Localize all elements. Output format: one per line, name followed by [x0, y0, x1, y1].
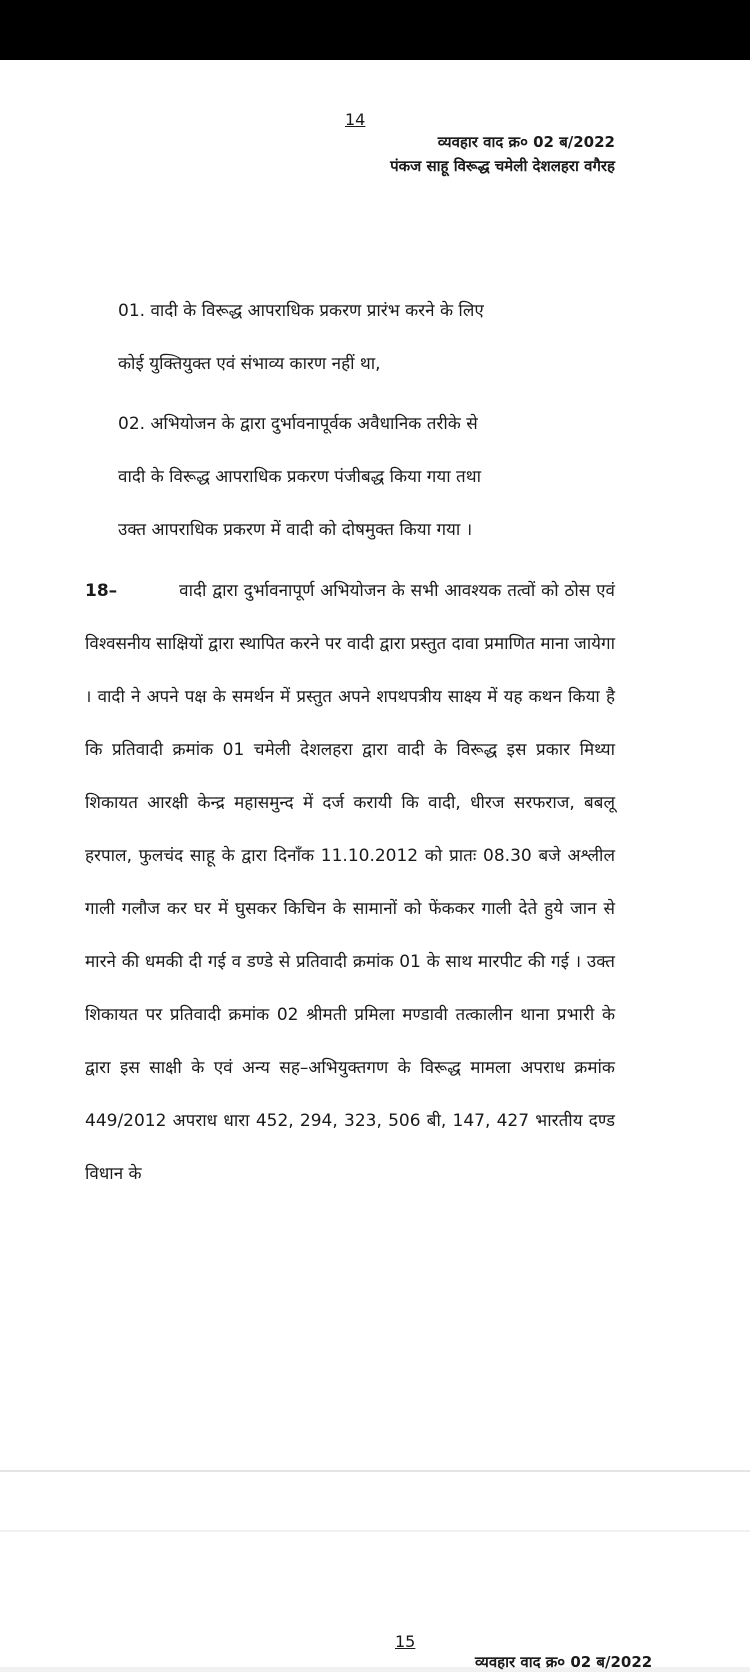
- list-item-02: [85, 398, 648, 557]
- paragraph-18-text: वादी द्वारा दुर्भावनापूर्ण अभियोजन के सभी आवश्यक तत्वों को ठोस एवं विश्वसनीय साक्षियों द्वारा स्थापित करने पर वादी द्वारा प्रस्तुत दावा प्रमाणित माना जायेगा । वादी ने अपने पक्ष के समर्थन में प्रस्तुत अपने शपथपत्रीय साक्ष्य में यह कथन किया है कि प्रतिवादी क्रमांक 01 चमेली देशलहरा द्वारा वादी के विरूद्ध इस प्रकार मिथ्या शिकायत आरक्षी केन्द्र महासमुन्द में दर्ज करायी कि वादी, धीरज सरफराज, बबलू हरपाल, फुलचंद साहू के द्वारा दिनाँक 11.10.2012 को प्रातः 08.30 बजे अश्लील गाली गलौज कर घर में घुसकर किचिन के सामानों को फेंककर गाली देते हुये जान से मारने की धमकी दी गई व डण्डे से प्रतिवादी क्रमांक 01 के साथ मारपीट की गई । उक्त शिकायत पर प्रतिवादी क्रमांक 02 श्रीमती प्रमिला मण्डावी तत्कालीन थाना प्रभारी के द्वारा इस साक्षी के एवं अन्य सह–अभियुक्तगण के विरूद्ध मामला अपराध क्रमांक 449/2012 अपराध धारा 452, 294, 323, 506 बी, 147, 427 भारतीय दण्ड विधान के: [85, 581, 615, 1184]
- next-document-page: [0, 1532, 750, 1667]
- page-divider: [0, 1470, 750, 1472]
- top-status-bar: [0, 0, 750, 60]
- item-01-line-1: 01. वादी के विरूद्ध आपराधिक प्रकरण प्रारंभ करने के लिए: [118, 301, 484, 321]
- item-02-line-2: वादी के विरूद्ध आपराधिक प्रकरण पंजीबद्ध किया गया तथा: [118, 467, 481, 487]
- item-02-line-1: 02. अभियोजन के द्वारा दुर्भावनापूर्वक अवैधानिक तरीके से: [118, 414, 478, 434]
- paragraph-18: [85, 565, 615, 1201]
- list-item-01: [85, 285, 648, 391]
- page-number: 14: [345, 110, 366, 129]
- case-parties: पंकज साहू विरूद्ध चमेली देशलहरा वगैरह: [390, 157, 615, 175]
- paragraph-number: 18–: [85, 581, 118, 601]
- item-02-line-3: उक्त आपराधिक प्रकरण में वादी को दोषमुक्त किया गया ।: [118, 520, 473, 540]
- next-page-number: 15: [395, 1632, 416, 1651]
- next-page-header: व्यवहार वाद क्र० 02 ब/2022: [475, 1653, 653, 1671]
- item-01-line-2: कोई युक्तियुक्त एवं संभाव्य कारण नहीं था,: [118, 354, 381, 374]
- case-number: व्यवहार वाद क्र० 02 ब/2022: [437, 133, 615, 151]
- case-header: [390, 130, 615, 178]
